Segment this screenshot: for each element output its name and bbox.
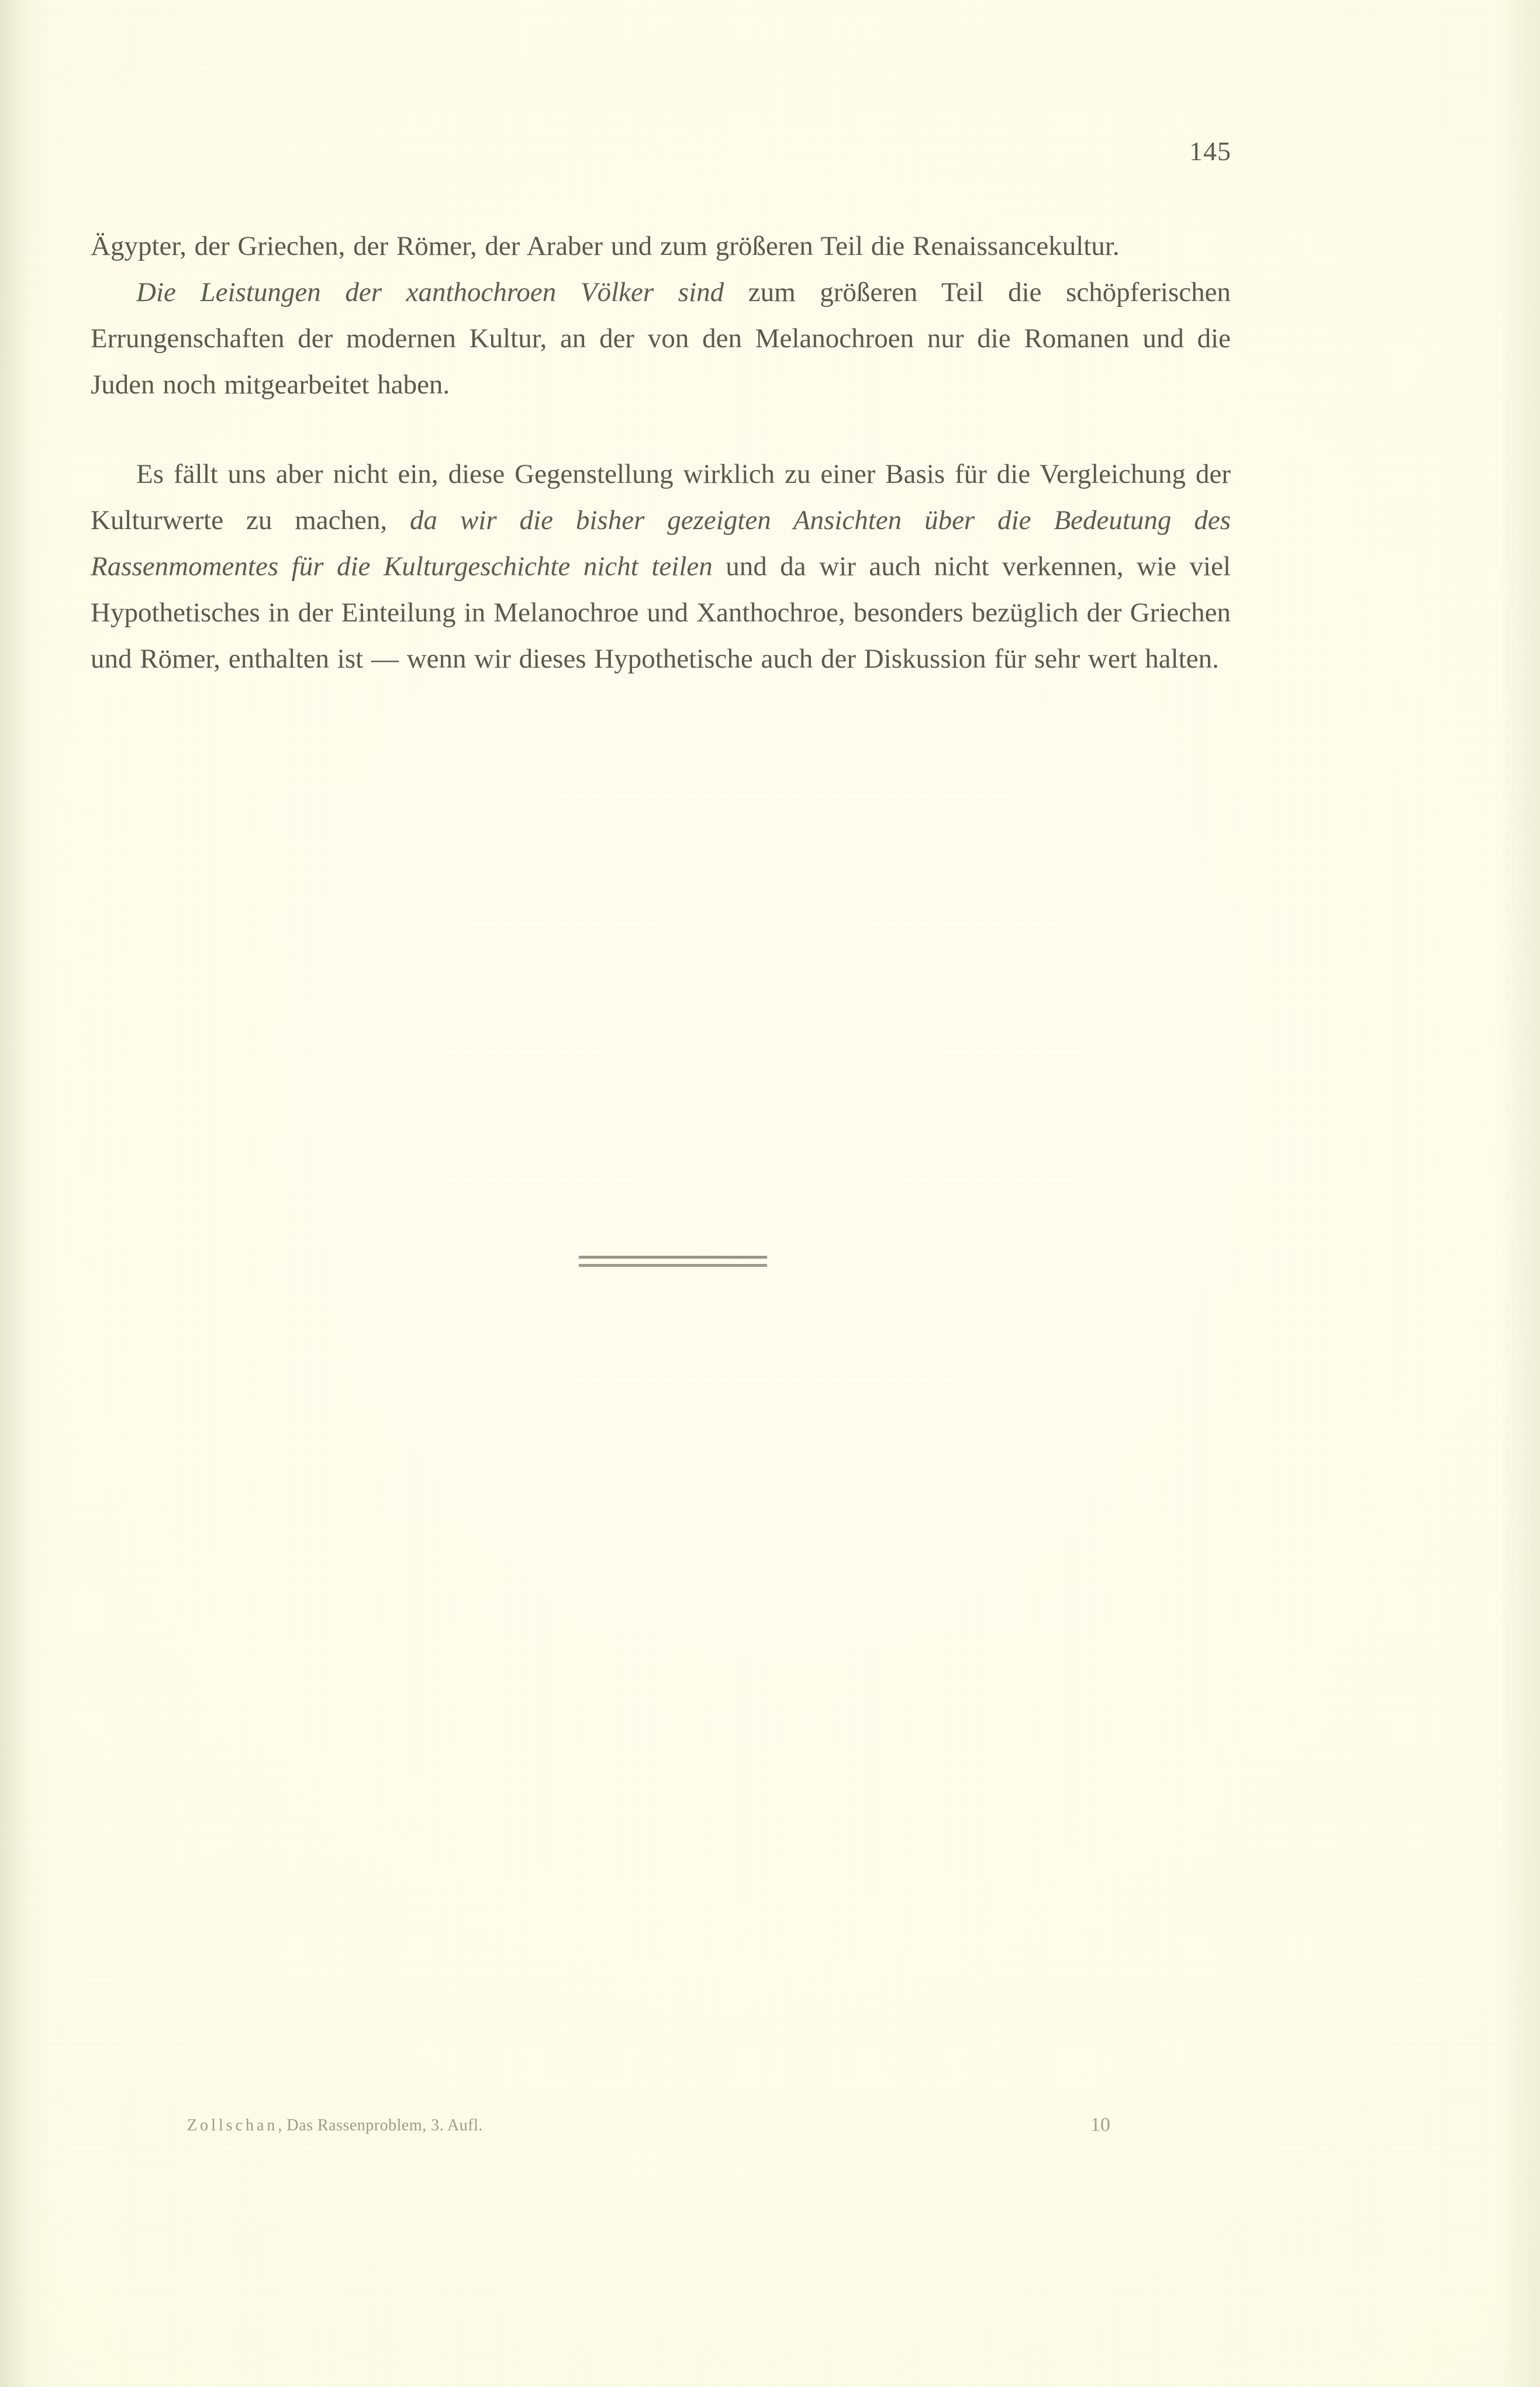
paragraph-gegenstellung bbox=[91, 451, 1231, 682]
footer-imprint bbox=[187, 2116, 483, 2135]
section-rule-lower-line bbox=[579, 1264, 767, 1267]
footer-imprint-title: , Das Rassenproblem, 3. Aufl. bbox=[278, 2116, 483, 2134]
paragraph-gegenstellung-run-2: und da wir auch nicht verkennen, wie viel Hypothetisches in der Einteilung in Melanochroe und Xanthochroe, besonders bezüglich der Griechen und Römer, enthalten ist — wenn wir dieses Hypothetische auch der Diskussion für sehr wert halten. bbox=[91, 551, 1231, 674]
page-footer bbox=[187, 2116, 1345, 2149]
paragraph-leistungen-run-0-italic: Die Leistungen der xanthochroen Völker sind bbox=[136, 277, 748, 308]
paragraph-continuation bbox=[91, 223, 1231, 270]
footer-imprint-author: Zollschan bbox=[187, 2116, 278, 2134]
section-rule-upper-line bbox=[579, 1256, 767, 1259]
page-number: 145 bbox=[1189, 136, 1231, 166]
section-rule bbox=[579, 1256, 767, 1267]
paragraph-gegenstellung-run-0: Es fällt uns aber nicht ein, diese Gegenstellung wirklich zu einer Basis für die Vergleichung der Kulturwerte zu machen, bbox=[91, 459, 1231, 536]
paragraph-leistungen-run-1: zum größeren Teil die schöpferischen Errungenschaften der modernen Kultur, an der von den Melanochroen nur die Romanen und die Juden noch mitgearbeitet haben. bbox=[91, 277, 1231, 400]
paragraph-leistungen bbox=[91, 270, 1231, 408]
paragraph-gegenstellung-run-1-italic: da wir die bisher gezeigten Ansichten über die Bedeutung des Rassenmomentes für die Kulturgeschichte nicht teilen bbox=[91, 505, 1231, 582]
paragraph-continuation-run-0: Ägypter, der Griechen, der Römer, der Araber und zum größeren Teil die Renaissancekultur. bbox=[91, 231, 1120, 261]
footer-signature-mark: 10 bbox=[1090, 2114, 1110, 2136]
body-text-block bbox=[91, 223, 1231, 682]
